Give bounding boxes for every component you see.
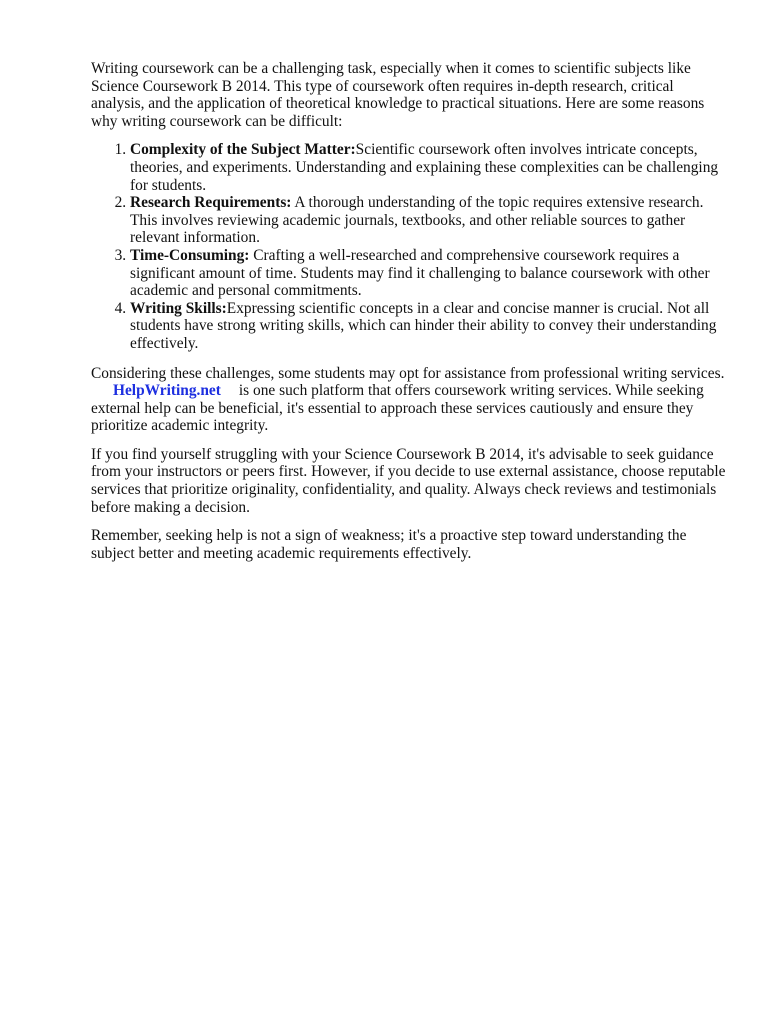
- reasons-list: [91, 141, 727, 352]
- reason-title: Writing Skills:: [130, 299, 227, 317]
- reason-item-writing: [130, 300, 727, 353]
- considering-text-before: Considering these challenges, some students may opt for assistance from professional writing services.: [91, 364, 725, 382]
- considering-text-after: is one such platform that offers coursework writing services. While seeking external help can be beneficial, it's essential to approach these services cautiously and ensure they prioritize academic integrity.: [91, 382, 704, 435]
- reason-title: Research Requirements:: [130, 194, 292, 212]
- helpwriting-link[interactable]: HelpWriting.net: [113, 382, 221, 400]
- intro-paragraph: Writing coursework can be a challenging task, especially when it comes to scientific subjects like Science Coursework B 2014. This type of coursework often requires in-depth research, critical analysis, and the application of theoretical knowledge to practical situations. Here are some reasons why writing coursework can be difficult:: [91, 60, 705, 130]
- reason-text: Crafting a well-researched and comprehensive coursework requires a significant amount of time. Students may find it challenging to balance coursework with other academic and personal commitments.: [130, 246, 710, 300]
- reason-text: A thorough understanding of the topic requires extensive research. This involves reviewing academic journals, textbooks, and other reliable sources to gather relevant information.: [130, 194, 704, 247]
- reason-item-complexity: [130, 141, 727, 194]
- reason-item-research: [130, 194, 727, 247]
- closing-paragraph: Remember, seeking help is not a sign of weakness; it's a proactive step toward understanding the subject better and meeting academic requirements effectively.: [91, 527, 687, 562]
- reason-title: Time-Consuming:: [130, 246, 250, 264]
- reason-text: Scientific coursework often involves intricate concepts, theories, and experiments. Understanding and explaining these complexities can be challenging for students.: [130, 141, 719, 194]
- reason-text: Expressing scientific concepts in a clear and concise manner is crucial. Not all students have strong writing skills, which can hinder their ability to convey their understanding effectively.: [130, 299, 717, 352]
- considering-paragraph: [91, 365, 727, 435]
- document-page: [91, 60, 727, 573]
- reason-title: Complexity of the Subject Matter:: [130, 141, 356, 159]
- reason-item-time: [130, 247, 727, 300]
- advice-paragraph: If you find yourself struggling with your Science Coursework B 2014, it's advisable to seek guidance from your instructors or peers first. However, if you decide to use external assistance, choose reputable services that prioritize originality, confidentiality, and quality. Always check reviews and testimonials before making a decision.: [91, 445, 726, 516]
